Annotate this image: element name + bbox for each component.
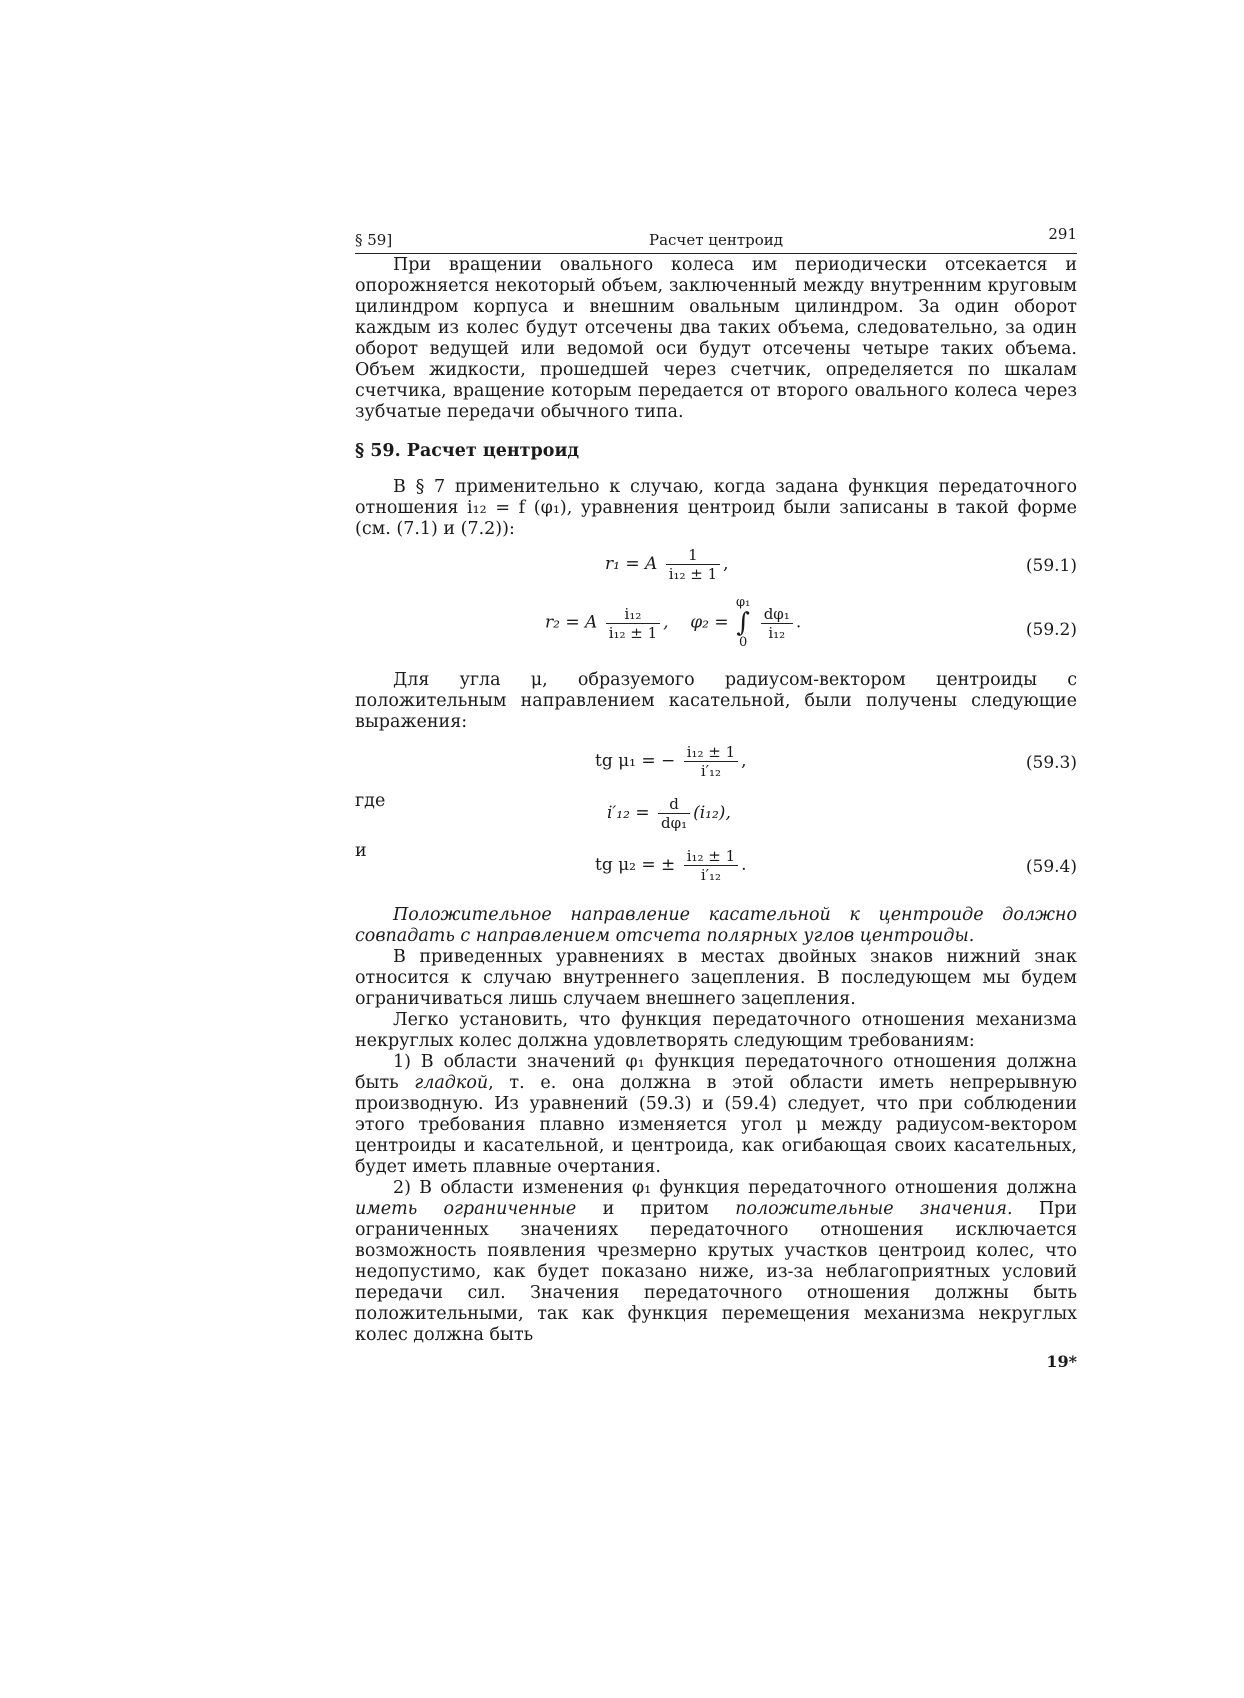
header-section-ref: § 59] <box>355 231 393 249</box>
equation-59-4 <box>355 841 1077 893</box>
paragraph-7 <box>355 1178 1077 1346</box>
eq3-tail: , <box>741 751 747 771</box>
eq4-number: (59.4) <box>1025 857 1077 877</box>
eq2-integral <box>736 596 750 650</box>
p7-part-b: и притом <box>576 1199 736 1219</box>
running-header <box>355 225 1077 251</box>
eq2-int-bot: 0 <box>738 635 748 650</box>
equation-59-2 <box>355 596 1077 662</box>
eq4-den: i′₁₂ <box>700 866 722 884</box>
eq2-fraction-2 <box>761 605 793 642</box>
paragraph-6 <box>355 1052 1077 1178</box>
p6-part-b: , т. е. она должна в этой области иметь непрерывную производную. Из уравнений (59.3) и (59.4) следует, что при соблюдении этого требования плавно изменяется угол μ между радиусом-вектором центроиды и касательной, и центроида, как огибающая своих касательных, будет иметь плавные очертания. <box>355 1073 1077 1177</box>
p7-italic-2: положительные значения. <box>735 1199 1013 1219</box>
eq2-den: i₁₂ ± 1 <box>608 623 658 642</box>
eq4-fraction <box>684 847 738 884</box>
paragraph-4: В приведенных уравнениях в местах двойных знаков нижний знак относится к случаю внутреннего зацепления. В последующем мы будем ограничиваться лишь случаем внешнего зацепления. <box>355 947 1077 1009</box>
eq3-fraction <box>684 743 738 780</box>
paragraph-5: Легко установить, что функция передаточного отношения механизма некруглых колес должна удовлетворять следующим требованиям: <box>355 1010 1077 1051</box>
word-where: где <box>355 791 386 811</box>
p6-part-a: 1) В области значений φ₁ функция передаточного отношения должна быть <box>355 1052 1077 1093</box>
eq1-lhs: r₁ = A <box>605 554 658 574</box>
header-title: Расчет центроид <box>649 231 783 249</box>
p6-italic: гладкой <box>414 1073 489 1093</box>
header-rule <box>355 253 1077 254</box>
eq1-tail: , <box>723 554 729 574</box>
eq3b-fraction <box>658 795 690 832</box>
equation-59-1 <box>355 544 1077 592</box>
eq4-tail: . <box>741 855 747 875</box>
eq1-fraction <box>666 546 720 583</box>
eq3b-den: dφ₁ <box>660 814 688 832</box>
eq2-num2: dφ₁ <box>761 605 793 624</box>
p7-part-c: При ограниченных значениях передаточного отношения исключается возможность появления чрезмерно крутых участков центроид колес, что недопустимо, как будет показано ниже, из-за неблагоприятных условий передачи сил. Значения передаточного отношения должны быть положительными, так как функция перемещения механизма некруглых колес должна быть <box>355 1199 1077 1345</box>
equation-59-3 <box>355 741 1077 791</box>
eq1-den: i₁₂ ± 1 <box>668 565 718 583</box>
paragraph-2: Для угла μ, образуемого радиусом-вектором центроиды с положительным направлением касательной, были получены следующие выражения: <box>355 670 1077 732</box>
page-number: 291 <box>1048 225 1077 243</box>
p7-part-a: 2) В области изменения φ₁ функция передаточного отношения должна <box>393 1178 1077 1198</box>
paragraph-3-italic: Положительное направление касательной к центроиде должно совпадать с направлением отсчета полярных углов центроиды. <box>355 905 1077 946</box>
eq1-number: (59.1) <box>1025 556 1077 576</box>
eq2-num: i₁₂ <box>606 605 660 624</box>
eq3-number: (59.3) <box>1025 753 1077 773</box>
eq2-mid: , φ₂ = <box>663 612 729 633</box>
eq2-lhs: r₂ = A <box>545 612 598 633</box>
intro-paragraph: При вращении овального колеса им периодически отсекается и опорожняется некоторый объем, заключенный между внутренним круговым цилиндром корпуса и внешним овальным цилиндром. За один оборот каждым из колес будут отсечены два таких объема, следовательно, за один оборот ведущей или ведомой оси будут отсечены четыре таких объема. Объем жидкости, прошедшей через счетчик, определяется по шкалам счетчика, вращение которым передается от второго овального колеса через зубчатые передачи обычного типа. <box>355 255 1077 422</box>
section-title: § 59. Расчет центроид <box>355 441 580 461</box>
eq3-num: i₁₂ ± 1 <box>684 743 738 762</box>
paragraph-1: В § 7 применительно к случаю, когда задана функция передаточного отношения i₁₂ = f (φ₁), уравнения центроид были записаны в такой форме (см. (7.1) и (7.2)): <box>355 477 1077 539</box>
eq3b-tail: (i₁₂), <box>693 803 731 823</box>
eq2-int-top: φ₁ <box>735 595 751 610</box>
eq2-den2: i₁₂ <box>768 623 786 642</box>
eq4-num: i₁₂ ± 1 <box>684 847 738 866</box>
p7-italic-1: иметь ограниченные <box>355 1199 577 1219</box>
eq2-number: (59.2) <box>1025 620 1077 640</box>
eq2-tail: . <box>795 612 802 633</box>
equation-derivative <box>355 791 1077 837</box>
eq3-den: i′₁₂ <box>700 762 722 780</box>
signature-mark: 19* <box>1046 1352 1077 1371</box>
eq3b-lhs: i′₁₂ = <box>607 803 650 823</box>
eq2-fraction <box>606 605 660 642</box>
integral-sign: ∫ <box>736 608 750 638</box>
word-and: и <box>355 841 367 861</box>
page <box>355 225 1077 1374</box>
eq3-lhs: tg μ₁ = − <box>595 751 676 771</box>
eq1-num: 1 <box>666 546 720 565</box>
eq3b-num: d <box>658 795 690 814</box>
eq4-lhs: tg μ₂ = ± <box>595 855 676 875</box>
